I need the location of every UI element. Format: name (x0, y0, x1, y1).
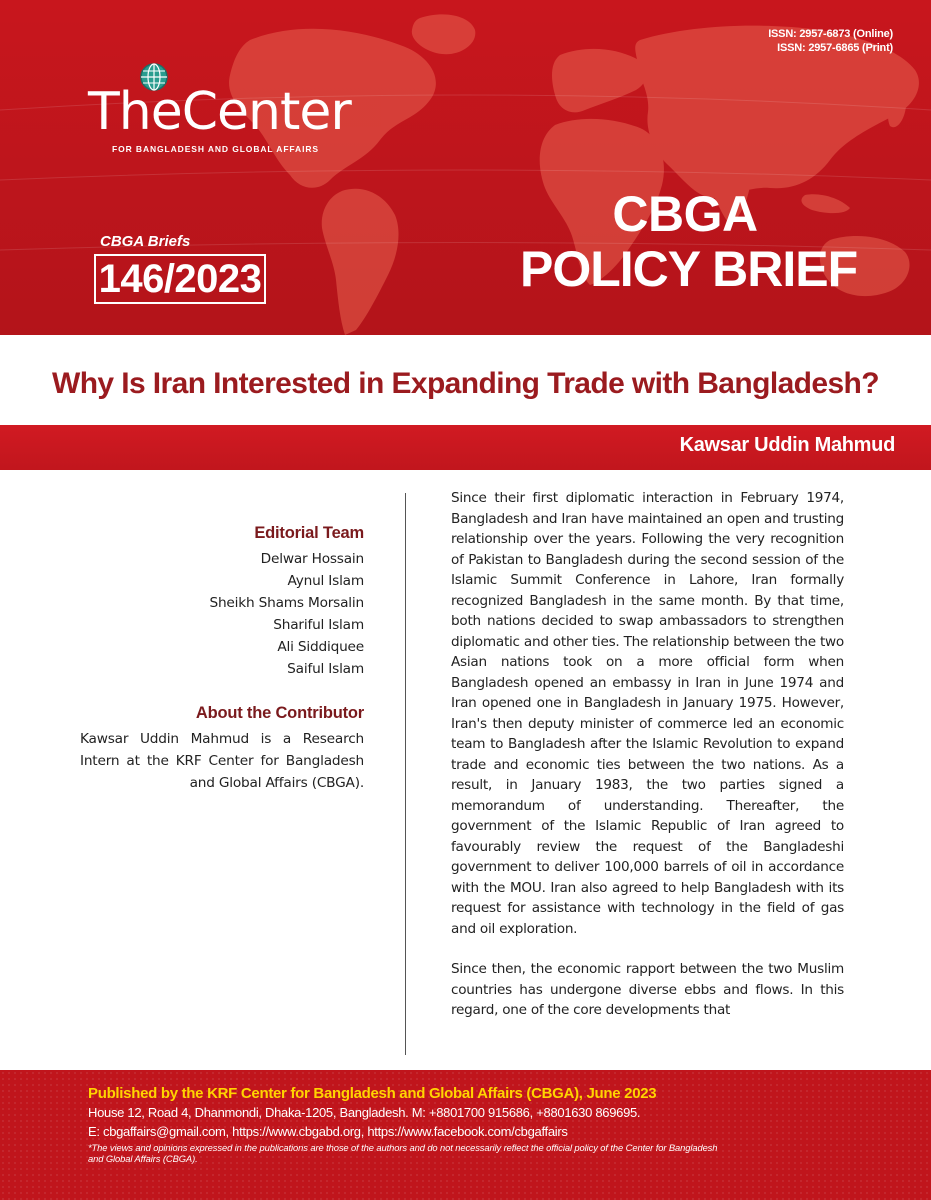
contributor-text: Kawsar Uddin Mahmud is a Research Intern at the KRF Center for Bangladesh and Global Affairs (CBGA). (80, 731, 364, 791)
brief-line-policy: POLICY BRIEF (520, 241, 858, 297)
logo-name: TheCenter (88, 82, 351, 142)
contributor-heading: About the Contributor (195, 704, 364, 722)
series-badge (94, 233, 266, 304)
series-label: CBGA Briefs (100, 233, 191, 250)
team-member: Delwar Hossain (260, 551, 364, 567)
brief-line-cbga: CBGA (612, 186, 758, 242)
issn-online: ISSN: 2957-6873 (Online) (768, 28, 893, 40)
logo-tagline: FOR BANGLADESH AND GLOBAL AFFAIRS (112, 144, 319, 154)
team-member: Sheikh Shams Morsalin (209, 595, 364, 611)
team-member: Saiful Islam (287, 661, 364, 677)
sidebar (60, 522, 364, 794)
footer-text (88, 1084, 918, 1164)
team-member: Shariful Islam (273, 617, 364, 633)
team-member: Ali Siddiquee (277, 639, 364, 655)
editorial-team-list (60, 548, 364, 680)
author-bar (0, 425, 931, 470)
column-divider (405, 493, 406, 1055)
policy-brief-heading (520, 186, 858, 298)
article-body (451, 488, 844, 1056)
team-member: Aynul Islam (287, 573, 364, 589)
issue-number: 146/2023 (94, 254, 266, 304)
contact-line: E: cbgaffairs@gmail.com, https://www.cbgabd.org, https://www.facebook.com/cbgaffairs (88, 1124, 568, 1139)
title-band (0, 335, 931, 425)
article-column (451, 488, 844, 1056)
article-paragraph: Since then, the economic rapport between the two Muslim countries has undergone diverse ebbs and flows. In this regard, one of the core developments that (451, 961, 844, 1018)
editorial-team-heading: Editorial Team (254, 524, 364, 542)
issn-print: ISSN: 2957-6865 (Print) (777, 42, 893, 54)
disclaimer: *The views and opinions expressed in the publications are those of the authors and do not necessarily reflect the official policy of the Center for Bangladesh and Global Affairs (CBGA). (88, 1142, 718, 1164)
article-paragraph: Since their first diplomatic interaction in February 1974, Bangladesh and Iran have maintained an open and trusting relationship over the years. Following the very recognition of Pakistan to Bangladesh during the second session of the Islamic Summit Conference in Lahore, Iran formally recognized Bangladesh in the same month. By that time, both nations decided to swap ambassadors to strengthen diplomatic and other ties. The relationship between the two Asian nations took on a more official form when Bangladesh opened an embassy in Iran in June 1974 and Iran opened one in Bangladesh in January 1975. However, Iran's then deputy minister of commerce led an economic team to Bangladesh after the Islamic Revolution to expand trade and economic ties between the two nations. As a result, in January 1983, the two parties signed a memorandum of understanding. Thereafter, the government of the Islamic Republic of Iran agreed to favourably review the request of the Bangladeshi government to deliver 100,000 barrels of oil in accordance with the MOU. Iran also agreed to help Bangladesh with its request for assistance with technology in the field of gas and oil exploration. (451, 490, 844, 937)
logo (88, 62, 368, 162)
publisher-line: Published by the KRF Center for Bangladesh and Global Affairs (CBGA), June 2023 (88, 1085, 657, 1102)
page-title: Why Is Iran Interested in Expanding Trade with Bangladesh? (51, 367, 879, 400)
header-banner (0, 0, 931, 335)
issn-block (768, 27, 893, 55)
author-name: Kawsar Uddin Mahmud (679, 434, 895, 456)
footer (0, 1070, 931, 1200)
address-line: House 12, Road 4, Dhanmondi, Dhaka-1205, Bangladesh. M: +8801700 915686, +8801630 869695. (88, 1105, 641, 1120)
